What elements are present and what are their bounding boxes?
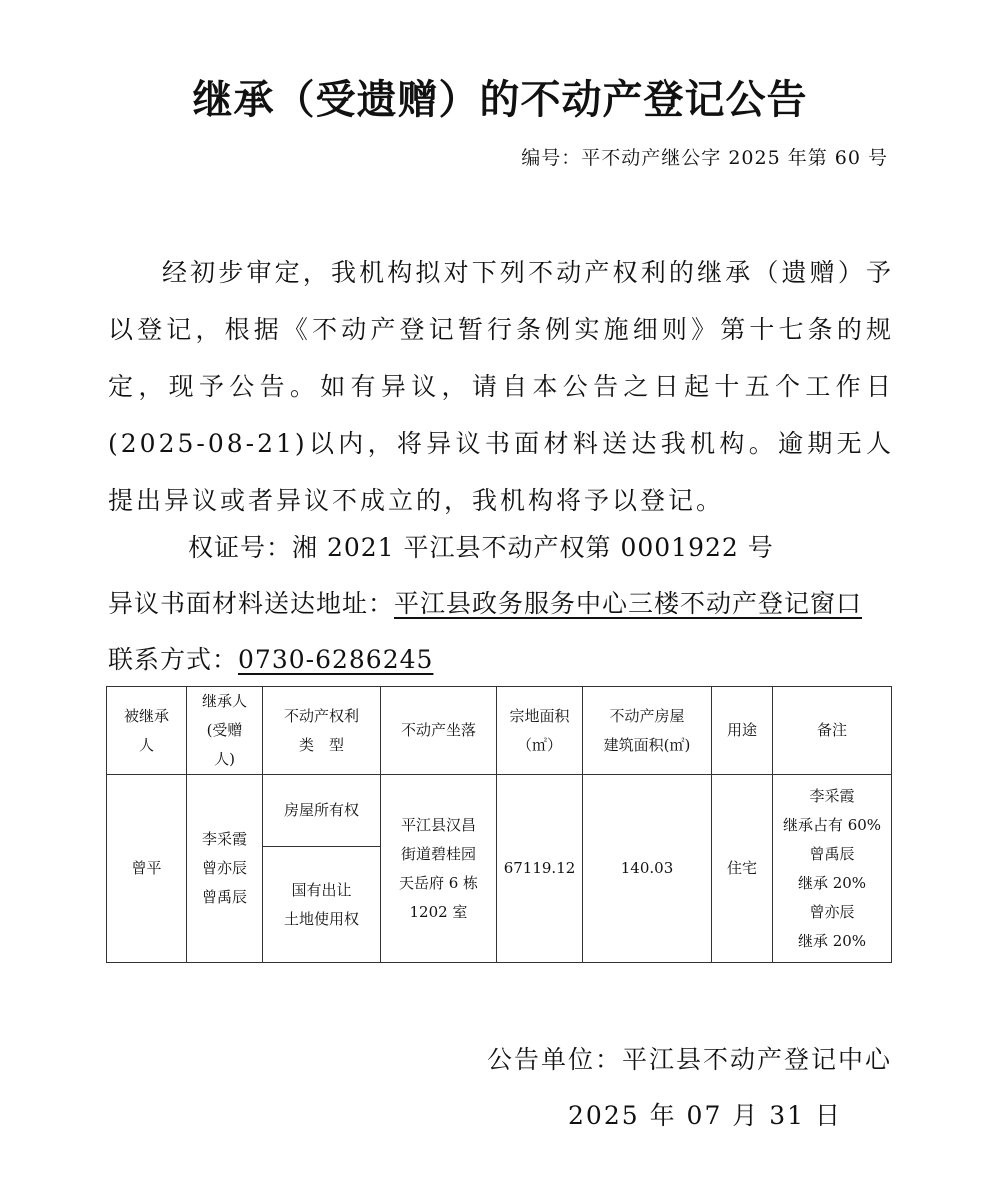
certificate-number: 权证号：湘 2021 平江县不动产权第 0001922 号 [188,533,774,562]
table-row [107,775,892,847]
registration-table [106,686,892,963]
document-number: 编号：平不动产继公字 2025 年第 60 号 [521,147,888,169]
header-usage: 用途 [712,687,773,775]
notice-body-paragraph: 经初步审定，我机构拟对下列不动产权利的继承（遗赠）予以登记，根据《不动产登记暂行条例实施细则》第十七条的规定，现予公告。如有异议，请自本公告之日起十五个工作日(2025-08-21)以内，将异议书面材料送达我机构。逾期无人提出异议或者异议不成立的，我机构将予以登记。 [108,258,894,515]
issuing-unit: 公告单位：平江县不动产登记中心 [486,1045,892,1074]
header-land-area: 宗地面积 （㎡） [497,687,583,775]
objection-address-label: 异议书面材料送达地址： [108,589,395,618]
contact-label: 联系方式： [108,645,239,674]
table-header-row [107,687,892,775]
cell-building-area: 140.03 [583,775,712,963]
contact-info [108,640,433,676]
cell-remarks: 李采霞 继承占有 60% 曾禹辰 继承 20% 曾亦辰 继承 20% [773,775,892,963]
header-decedent: 被继承 人 [107,687,187,775]
cell-decedent: 曾平 [107,775,187,963]
header-building-area: 不动产房屋 建筑面积(㎡) [583,687,712,775]
objection-address [108,584,862,620]
contact-phone: 0730-6286245 [238,645,434,674]
cell-usage: 住宅 [712,775,773,963]
cell-location: 平江县汉昌 街道碧桂园 天岳府 6 栋 1202 室 [381,775,497,963]
cell-heirs: 李采霞 曾亦辰 曾禹辰 [187,775,263,963]
header-heir: 继承人 (受赠 人) [187,687,263,775]
cell-right-type-house: 房屋所有权 [263,775,381,847]
notice-title: 继承（受遗赠）的不动产登记公告 [192,77,808,123]
objection-address-value: 平江县政务服务中心三楼不动产登记窗口 [394,589,863,618]
header-location: 不动产坐落 [381,687,497,775]
header-right-type: 不动产权利 类 型 [263,687,381,775]
issue-date: 2025 年 07 月 31 日 [568,1101,842,1130]
cell-right-type-land: 国有出让 土地使用权 [263,847,381,963]
cell-land-area: 67119.12 [497,775,583,963]
header-remarks: 备注 [773,687,892,775]
